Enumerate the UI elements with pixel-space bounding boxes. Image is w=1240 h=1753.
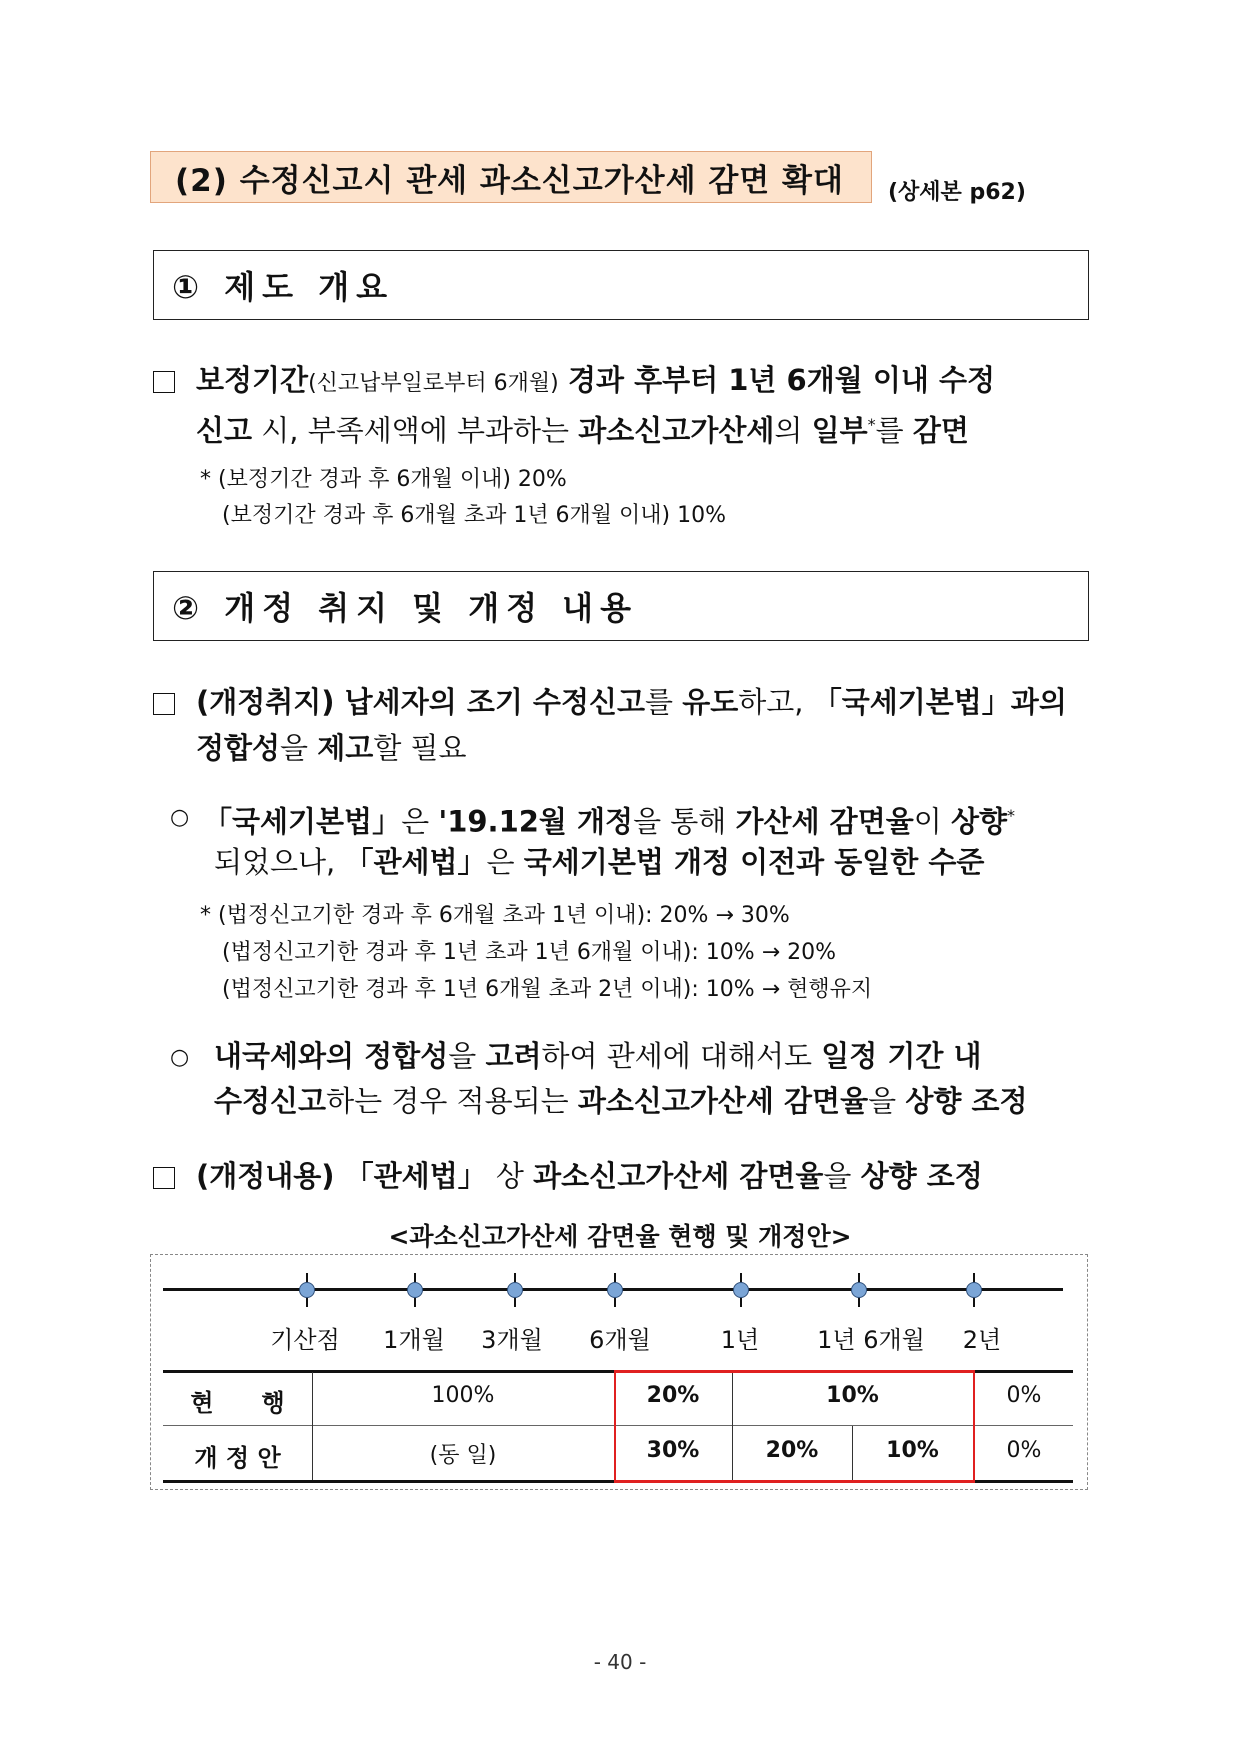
timeline-dot-icon xyxy=(607,1282,623,1298)
timeline-label: 3개월 xyxy=(481,1326,543,1354)
background-note-1: * (법정신고기한 경과 후 6개월 초과 1년 이내): 20% → 30% xyxy=(200,903,790,928)
background-line-1: 「국세기본법」은 '19.12월 개정을 통해 가산세 감면율이 상향* xyxy=(203,804,1015,839)
checkbox-square-icon xyxy=(153,1167,175,1193)
table-cell: 0% xyxy=(1006,1383,1042,1408)
timeline-label: 기산점 xyxy=(270,1326,340,1354)
table-cell: 10% xyxy=(826,1383,879,1408)
section-title xyxy=(150,151,872,203)
background-note-2: (법정신고기한 경과 후 1년 초과 1년 6개월 이내): 10% → 20% xyxy=(222,940,837,965)
timeline-dot-icon xyxy=(851,1282,867,1298)
checkbox-square-icon xyxy=(153,371,175,397)
background-line-2: 되었으나, 「관세법」은 국세기본법 개정 이전과 동일한 수준 xyxy=(214,845,985,879)
highlight-frame-top xyxy=(614,1370,975,1373)
overview-line-2: 신고 시, 부족세액에 부과하는 과소신고가산세의 일부*를 감면 xyxy=(196,413,969,448)
timeline-label: 1개월 xyxy=(383,1326,445,1354)
overview-line-1: 보정기간(신고납부일로부터 6개월) 경과 후부터 1년 6개월 이내 수정 xyxy=(196,363,995,397)
timeline-dot-icon xyxy=(733,1282,749,1298)
row-label-current: 현 행 xyxy=(190,1389,285,1417)
timeline-dot-icon xyxy=(507,1282,523,1298)
subsection-heading-text: ① 제도 개요 xyxy=(172,268,395,306)
subsection-heading-revision xyxy=(153,571,1089,641)
table-cell: 20% xyxy=(646,1383,700,1408)
timeline-label: 6개월 xyxy=(589,1326,651,1354)
timeline-dot-icon xyxy=(966,1282,982,1298)
page-reference: (상세본 p62) xyxy=(888,180,1026,205)
timeline-label: 1년 6개월 xyxy=(817,1326,925,1354)
table-cell: 20% xyxy=(765,1438,819,1463)
circle-bullet-icon: ○ xyxy=(170,1045,190,1070)
purpose-line-2: 정합성을 제고할 필요 xyxy=(196,731,467,765)
overview-note-2: (보정기간 경과 후 6개월 초과 1년 6개월 이내) 10% xyxy=(222,503,727,528)
page-number: - 40 - xyxy=(593,1650,647,1674)
table-cell: 10% xyxy=(886,1438,939,1463)
revision-content-line: (개정내용) 「관세법」 상 과소신고가산세 감면율을 상향 조정 xyxy=(196,1159,983,1193)
section-title-text: (2) 수정신고시 관세 과소신고가산세 감면 확대 xyxy=(175,162,844,199)
subsection-heading-overview xyxy=(153,250,1089,320)
timeline-dot-icon xyxy=(407,1282,423,1298)
checkbox-square-icon xyxy=(153,693,175,719)
table-cell: 100% xyxy=(431,1383,495,1408)
background-note-3: (법정신고기한 경과 후 1년 6개월 초과 2년 이내): 10% → 현행유지 xyxy=(222,977,873,1002)
overview-note-1: * (보정기간 경과 후 6개월 이내) 20% xyxy=(200,467,567,492)
consistency-line-2: 수정신고하는 경우 적용되는 과소신고가산세 감면율을 상향 조정 xyxy=(214,1084,1028,1118)
table-cell: (동 일) xyxy=(429,1443,497,1468)
table-cell: 0% xyxy=(1006,1438,1042,1463)
highlight-frame-bottom xyxy=(614,1480,975,1483)
purpose-line-1: (개정취지) 납세자의 조기 수정신고를 유도하고, 「국세기본법」과의 xyxy=(196,685,1067,719)
timeline-label: 1년 xyxy=(720,1326,760,1354)
table-caption: <과소신고가산세 감면율 현행 및 개정안> xyxy=(388,1222,852,1251)
subsection-heading-text: ② 개정 취지 및 개정 내용 xyxy=(172,589,639,627)
circle-bullet-icon: ○ xyxy=(170,805,190,830)
timeline-label: 2년 xyxy=(962,1326,1002,1354)
row-label-proposed: 개 정 안 xyxy=(194,1444,281,1472)
consistency-line-1: 내국세와의 정합성을 고려하여 관세에 대해서도 일정 기간 내 xyxy=(214,1039,982,1073)
timeline-dot-icon xyxy=(299,1282,315,1298)
table-cell: 30% xyxy=(646,1438,700,1463)
